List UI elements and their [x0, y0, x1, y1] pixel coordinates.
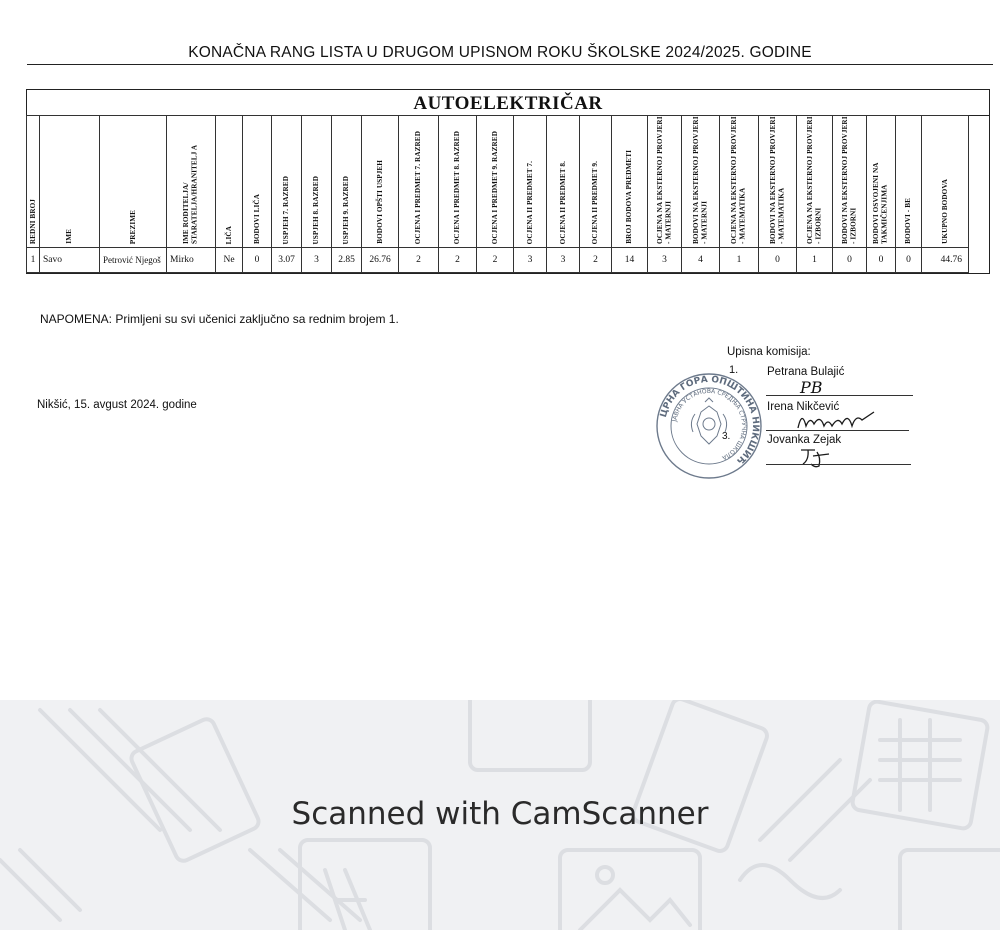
- document-title: KONAČNA RANG LISTA U DRUGOM UPISNOM ROKU ŠKOLSKE 2024/2025. GODINE: [188, 44, 812, 61]
- column-header-label: OCJENA NA EKSTERNOJ PROVJERI - IZBORNI: [805, 116, 823, 244]
- table-cell: 44.76: [922, 248, 969, 273]
- column-header-label: REDNI BROJ: [28, 198, 37, 244]
- column-header-label: PREZIME: [128, 209, 137, 244]
- table-row: [27, 248, 969, 273]
- table-cell: 3: [302, 248, 332, 273]
- column-header: [648, 116, 682, 248]
- column-header-label: BODOVI NA EKSTERNOJ PROVJERI - MATERNJI: [691, 116, 709, 244]
- commission-label: Upisna komisija:: [727, 346, 811, 358]
- table-cell: 0: [867, 248, 896, 273]
- commission-member-1: Petrana Bulajić: [767, 366, 845, 378]
- header-row: [27, 116, 969, 248]
- column-header-label: USPJEH 8. RAZRED: [312, 175, 321, 244]
- column-header-label: BODOVI NA EKSTERNOJ PROVJERI - MATEMATIKA: [768, 116, 786, 244]
- column-header-label: OCJENA NA EKSTERNOJ PROVJERI - MATEMATIKA: [730, 116, 747, 244]
- table-cell: 14: [612, 248, 648, 273]
- column-header-label: BODOVI OPŠTI USPJEH: [375, 160, 384, 244]
- column-header: [167, 116, 216, 248]
- official-stamp: [655, 372, 763, 480]
- column-header: [547, 116, 580, 248]
- svg-text:ЈАВНА УСТАНОВА СРЕДЊА СТРУЧНА: [671, 388, 747, 461]
- table-cell: 0: [833, 248, 867, 273]
- commission-member-3: Jovanka Zejak: [767, 434, 842, 446]
- column-header: [27, 116, 40, 248]
- column-header-label: BODOVI NA EKSTERNOJ PROVJERI - IZBORNI: [840, 116, 858, 244]
- table-cell: 1: [720, 248, 759, 273]
- table-cell: Petrović Njegoš: [100, 248, 167, 273]
- table-cell: 1: [797, 248, 833, 273]
- rank-list-sheet: [26, 89, 990, 274]
- column-header: [867, 116, 896, 248]
- table-cell: 2: [580, 248, 612, 273]
- table-cell: Ne: [216, 248, 243, 273]
- column-header-label: USPJEH 7. RAZRED: [282, 175, 291, 244]
- column-header: [720, 116, 759, 248]
- column-header: [439, 116, 477, 248]
- column-header: [477, 116, 514, 248]
- table-cell: 4: [682, 248, 720, 273]
- title-underline: [27, 64, 993, 65]
- commission-member-2: Irena Nikčević: [767, 401, 840, 413]
- signature-initials: PB: [800, 378, 823, 397]
- column-header-label: OCJENA NA EKSTERNOJ PROVJERI - MATERNJI: [655, 116, 673, 244]
- table-cell: 1: [27, 248, 40, 273]
- column-header-label: OCJENA II PREDMET 7.: [525, 160, 534, 244]
- stamp-inner-text: ЈАВНА УСТАНОВА СРЕДЊА СТРУЧНА ШКОЛА: [671, 387, 748, 462]
- rank-table: [26, 115, 969, 273]
- table-cell: 3.07: [272, 248, 302, 273]
- table-cell: 0: [896, 248, 922, 273]
- table-cell: Savo: [40, 248, 100, 273]
- table-cell: 2: [399, 248, 439, 273]
- note-text: NAPOMENA: Primljeni su svi učenici zaključno sa rednim brojem 1.: [40, 312, 399, 326]
- table-cell: 26.76: [362, 248, 399, 273]
- column-header: [580, 116, 612, 248]
- commission-number-3: 3.: [722, 431, 731, 442]
- place-date: Nikšić, 15. avgust 2024. godine: [37, 399, 197, 411]
- column-header: [759, 116, 797, 248]
- table-cell: 2.85: [332, 248, 362, 273]
- table-cell: 3: [648, 248, 682, 273]
- camscanner-banner: [0, 700, 1000, 930]
- signature-line-2: [766, 430, 909, 431]
- program-title: AUTOELEKTRIČAR: [27, 90, 989, 116]
- column-header: [40, 116, 100, 248]
- column-header: [896, 116, 922, 248]
- column-header: [922, 116, 969, 248]
- coat-of-arms-icon: [691, 398, 726, 444]
- column-header: [332, 116, 362, 248]
- column-header: [243, 116, 272, 248]
- signature-jovanka: [795, 446, 835, 470]
- column-header: [682, 116, 720, 248]
- column-header-label: OCJENA I PREDMET 8. RAZRED: [453, 130, 462, 244]
- column-header: [833, 116, 867, 248]
- column-header-label: BODOVI OSVOJENI NA TAKMIČENJIMA: [872, 162, 889, 244]
- column-header: [100, 116, 167, 248]
- table-cell: 3: [514, 248, 547, 273]
- table-cell: 2: [477, 248, 514, 273]
- column-header-label: OCJENA II PREDMET 9.: [591, 160, 600, 244]
- column-header-label: OCJENA I PREDMET 7. RAZRED: [414, 130, 423, 244]
- signature-line-3: [766, 464, 911, 465]
- signature-line-1: [766, 395, 913, 396]
- column-header: [399, 116, 439, 248]
- column-header-label: IME: [65, 229, 74, 244]
- column-header: [612, 116, 648, 248]
- column-header: [514, 116, 547, 248]
- table-cell: 3: [547, 248, 580, 273]
- column-header: [362, 116, 399, 248]
- column-header-label: LIČA: [224, 225, 233, 244]
- table-cell: 0: [759, 248, 797, 273]
- banner-text: Scanned with CamScanner: [291, 796, 709, 832]
- column-header-label: IME RODITELJA/ STARATELJA/HRANITELJ A: [182, 144, 199, 244]
- column-header-label: BODOVI - BE: [904, 198, 913, 244]
- table-cell: 2: [439, 248, 477, 273]
- column-header-label: BODOVI LIČA: [252, 193, 261, 244]
- column-header-label: BROJ BODOVA PREDMETI: [625, 150, 634, 244]
- column-header-label: UKUPNO BODOVA: [940, 179, 949, 244]
- table-cell: Mirko: [167, 248, 216, 273]
- column-header: [302, 116, 332, 248]
- column-header-label: OCJENA II PREDMET 8.: [558, 160, 567, 244]
- column-header: [272, 116, 302, 248]
- column-header-label: USPJEH 9. RAZRED: [342, 175, 351, 244]
- commission-number-1: 1.: [729, 364, 739, 376]
- column-header: [216, 116, 243, 248]
- table-cell: 0: [243, 248, 272, 273]
- stamp-outer-text: ЦРНА ГОРА ОПШТИНА НИКШИЋ: [658, 374, 761, 466]
- column-header: [797, 116, 833, 248]
- column-header-label: OCJENA I PREDMET 9. RAZRED: [490, 130, 499, 244]
